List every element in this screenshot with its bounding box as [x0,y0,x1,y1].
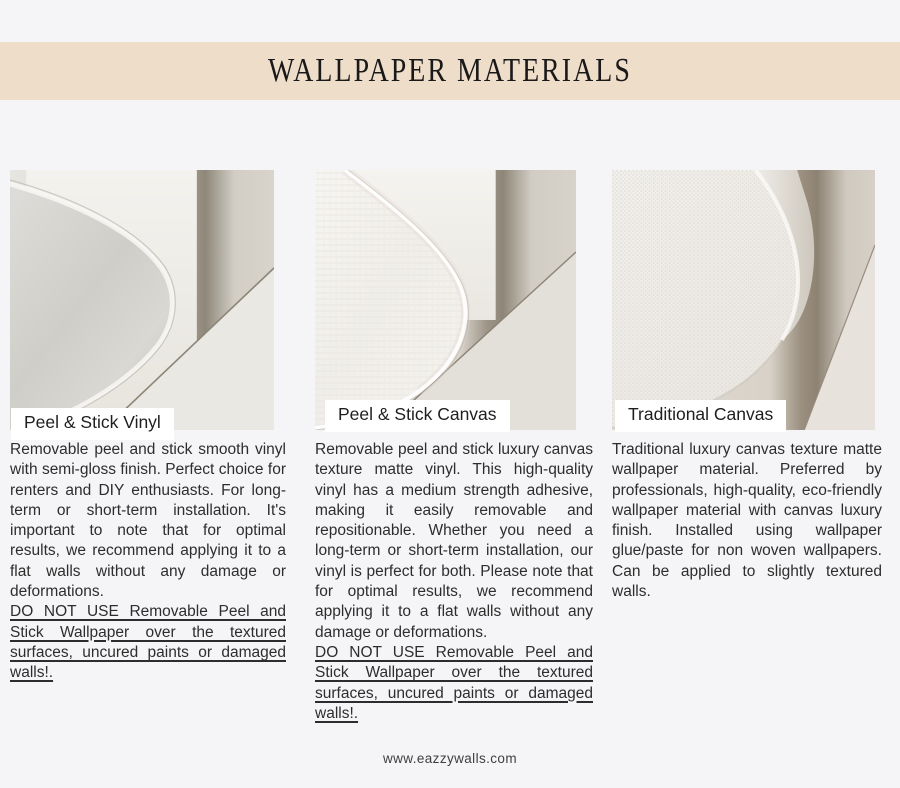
material-card-peel-stick-canvas [315,170,593,724]
wallpaper-sample-image-canvas-vinyl [315,170,576,430]
material-warning: DO NOT USE Removable Peel and Stick Wallpaper over the textured surfaces, uncured paints or damaged walls!. [315,643,593,722]
footer [0,751,900,766]
material-description: Removable peel and stick luxury canvas texture matte vinyl. This high-quality vinyl has a medium strength adhesive, making it easily removable and repositionable. Whether you need a long-term or short-term installation, our vinyl is perfect for both. Please note that for optimal results, we recommend applying it to a flat walls without any damage or deformations. [315,441,593,641]
material-description: Removable peel and stick smooth vinyl with semi-gloss finish. Perfect choice for renters and DIY enthusiasts. For long-term or short-term installation. It's important to note that for optimal results, we recommend applying it to a flat walls without any damage or deformations. [10,441,286,601]
material-warning: DO NOT USE Removable Peel and Stick Wallpaper over the textured surfaces, uncured paints or damaged walls!. [10,603,286,682]
material-card-traditional-canvas [612,170,882,602]
title-banner [0,42,900,100]
material-label-traditional-canvas: Traditional Canvas [615,400,786,432]
swatch-traditional-canvas [612,170,875,430]
swatch-canvas-vinyl [315,170,576,430]
wallpaper-sample-image-smooth-vinyl [10,170,274,430]
material-card-peel-stick-vinyl [10,170,286,684]
swatch-smooth-vinyl [10,170,274,430]
material-description: Traditional luxury canvas texture matte wallpaper material. Preferred by professionals, high-quality, eco-friendly wallpaper material with canvas luxury finish. Installed using wallpaper glue/paste for non woven wallpapers. Can be applied to slightly textured walls. [612,441,882,601]
page-title: WALLPAPER MATERIALS [267,52,633,89]
wallpaper-sample-image-traditional-canvas [612,170,875,430]
material-label-peel-stick-vinyl: Peel & Stick Vinyl [11,408,174,440]
material-label-peel-stick-canvas: Peel & Stick Canvas [325,400,510,432]
website-url: www.eazzywalls.com [383,751,517,766]
